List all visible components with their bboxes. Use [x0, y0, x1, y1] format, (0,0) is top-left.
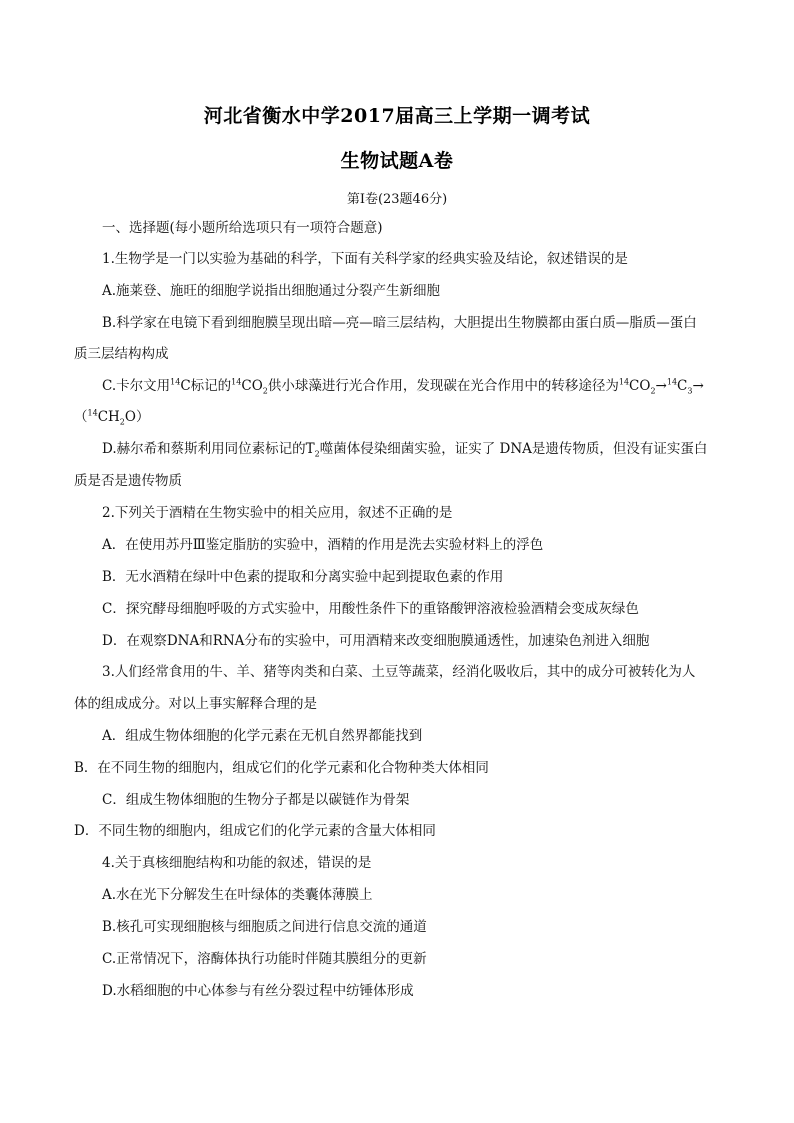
q2-option-c: C．探究酵母细胞呼吸的方式实验中，用酸性条件下的重铬酸钾溶液检验酒精会变成灰绿色: [102, 601, 639, 617]
q1-option-b: B.科学家在电镜下看到细胞膜呈现出暗—亮—暗三层结构，大胆提出生物膜都由蛋白质—脂质—蛋白: [102, 315, 697, 331]
q1-option-d-cont: 质是否是遗传物质: [74, 473, 182, 489]
q3-option-a: A．组成生物体细胞的化学元素在无机自然界都能找到: [102, 728, 423, 744]
q3-stem: 3.人们经常食用的牛、羊、猪等肉类和白菜、土豆等蔬菜，经消化吸收后，其中的成分可被转化为人: [102, 664, 696, 680]
q3-stem-cont: 体的组成成分。对以上事实解释合理的是: [74, 696, 317, 712]
exam-title: 河北省衡水中学2017届高三上学期一调考试: [203, 105, 591, 127]
q1-option-a: A.施莱登、施旺的细胞学说指出细胞通过分裂产生新细胞: [102, 283, 441, 299]
section-heading: 第Ⅰ卷(23题46分): [346, 192, 448, 207]
q4-stem: 4.关于真核细胞结构和功能的叙述，错误的是: [102, 855, 372, 871]
q3-option-b: B．在不同生物的细胞内，组成它们的化学元素和化合物种类大体相同: [74, 760, 489, 776]
q2-option-d: D．在观察DNA和RNA分布的实验中，可用酒精来改变细胞膜通透性，加速染色剂进入细胞: [102, 633, 650, 649]
q4-option-b: B.核孔可实现细胞核与细胞质之间进行信息交流的通道: [102, 919, 427, 935]
q1-option-c-cont: $(^{14}CH_2O)$: [74, 408, 150, 427]
q2-option-b: B．无水酒精在绿叶中色素的提取和分离实验中起到提取色素的作用: [102, 569, 504, 585]
q1-option-d: D.赫尔希和蔡斯利用同位素标记的$T_2$噬菌体侵染细菌实验，证实了 DNA是遗传物质，但没有证实蛋白: [102, 441, 708, 459]
exam-subtitle: 生物试题A卷: [340, 150, 454, 172]
q4-option-d: D.水稻细胞的中心体参与有丝分裂过程中纺锤体形成: [102, 983, 414, 999]
q1-option-c: C.卡尔文用$^{14}$C标记的$^{14}CO_2$供小球藻进行光合作用，发现碳在光合作用中的转移途径为$^{14}CO_2\to^{14}C_3\to$: [102, 377, 704, 396]
part-heading: 一、选择题(每小题所给选项只有一项符合题意): [102, 220, 383, 236]
q2-option-a: A．在使用苏丹Ⅲ鉴定脂肪的实验中，酒精的作用是洗去实验材料上的浮色: [102, 537, 544, 553]
q1-stem: 1.生物学是一门以实验为基础的科学，下面有关科学家的经典实验及结论，叙述错误的是: [102, 251, 628, 267]
q4-option-c: C.正常情况下，溶酶体执行功能时伴随其膜组分的更新: [102, 951, 427, 967]
q1-option-b-cont: 质三层结构构成: [74, 346, 169, 362]
q3-option-c: C．组成生物体细胞的生物分子都是以碳链作为骨架: [102, 792, 410, 808]
q4-option-a: A.水在光下分解发生在叶绿体的类囊体薄膜上: [102, 887, 373, 903]
q2-stem: 2.下列关于酒精在生物实验中的相关应用，叙述不正确的是: [102, 505, 453, 521]
q3-option-d: D．不同生物的细胞内，组成它们的化学元素的含量大体相同: [74, 823, 436, 839]
